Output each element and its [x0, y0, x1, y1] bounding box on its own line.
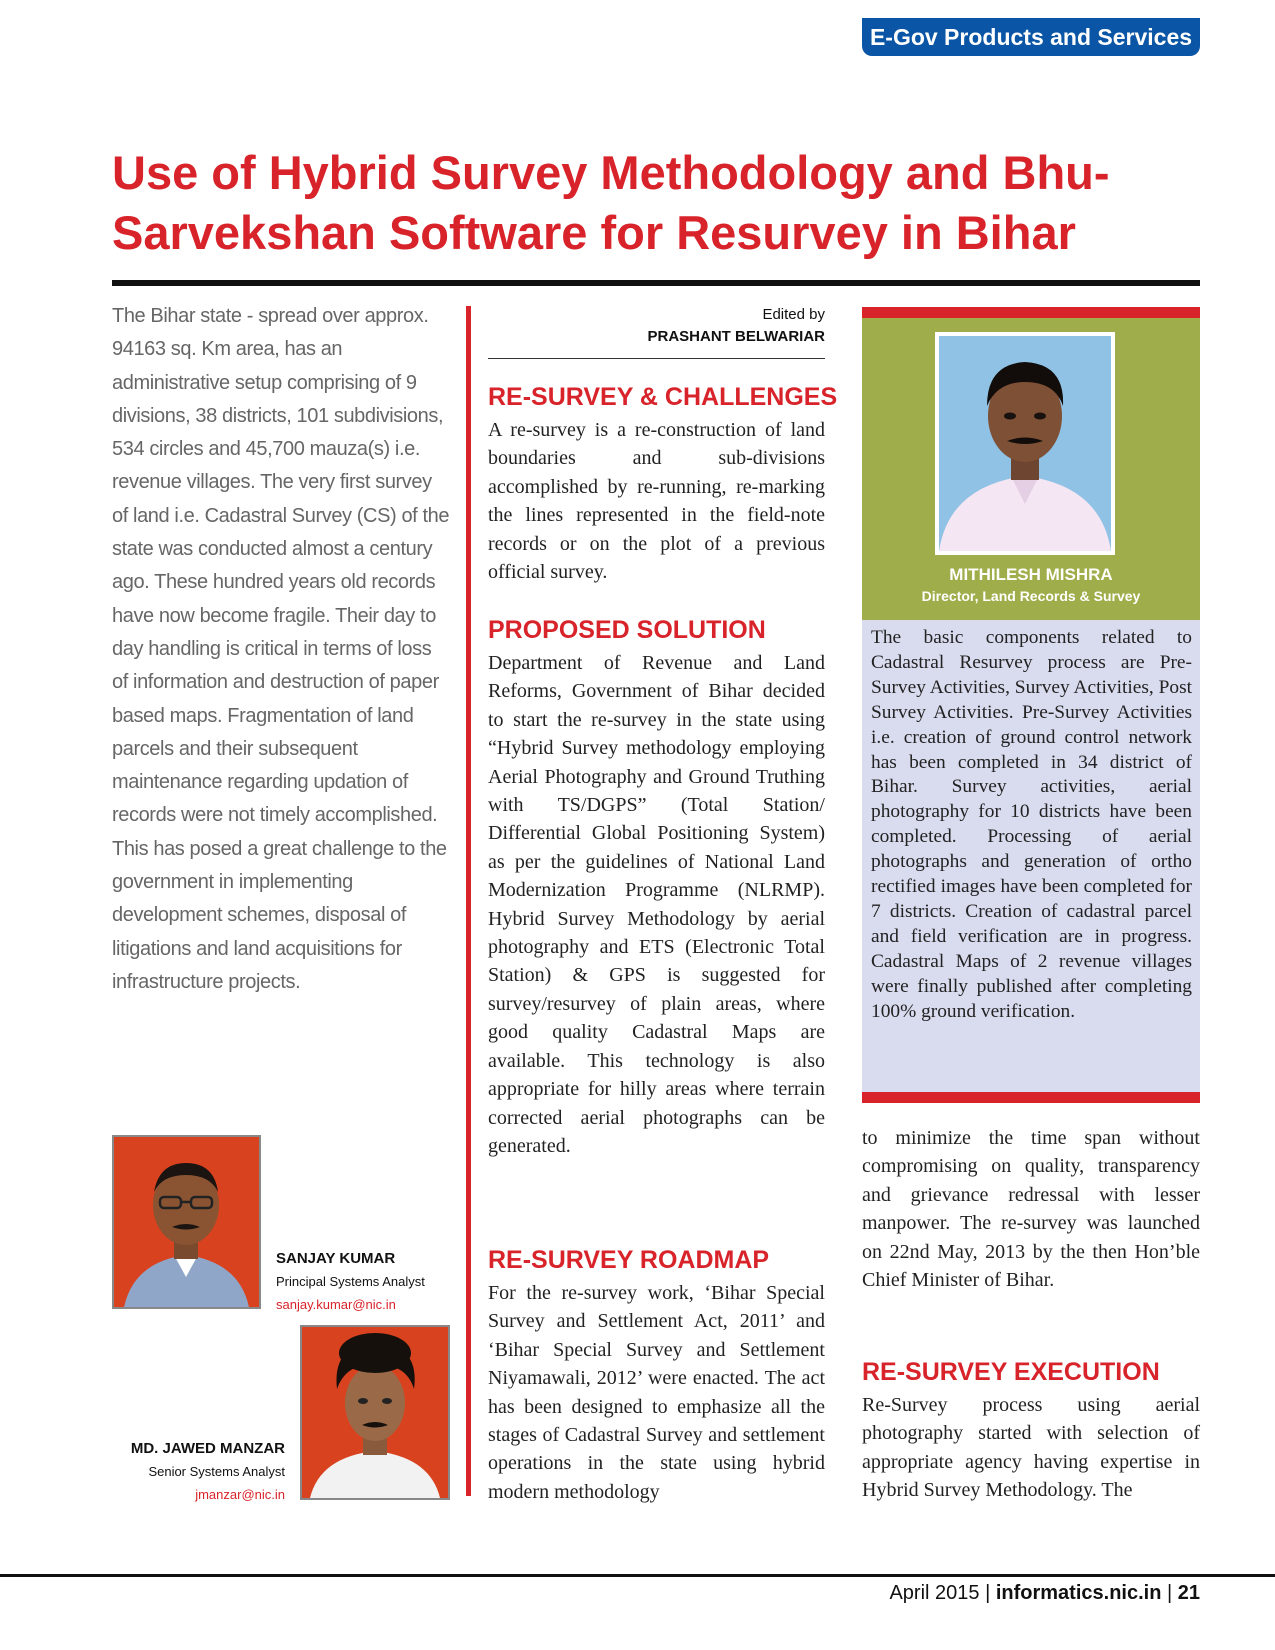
section-heading-solution: PROPOSED SOLUTION	[488, 616, 766, 644]
footer-site-link[interactable]: informatics.nic.in	[995, 1582, 1162, 1604]
column-divider	[466, 306, 471, 1496]
sidebar-bottom-bar	[862, 1092, 1200, 1103]
section-body-execution: Re-Survey process using aerial photography started with selection of appropriate agency having expertise in Hybrid Survey Methodology. The	[862, 1394, 1200, 1502]
section-heading-challenges: RE-SURVEY & CHALLENGES	[488, 383, 838, 411]
profile-name: MITHILESH MISHRA	[949, 565, 1113, 584]
editor-divider	[488, 358, 825, 359]
page-number: 21	[1177, 1582, 1200, 1604]
title-divider	[112, 280, 1200, 286]
article-title	[112, 143, 1212, 263]
editor-name: PRASHANT BELWARIAR	[647, 328, 825, 345]
page-footer: April 2015 | informatics.nic.in | 21	[889, 1582, 1200, 1604]
section-body-challenges: A re-survey is a re-construction of land boundaries and sub-divisions accomplished by re-running, re-marking the lines represented in the field-note records or on the plot of a previous official survey.	[488, 419, 825, 584]
title-line-1: Use of Hybrid Survey Methodology and Bhu-	[112, 146, 1110, 199]
author-name: MD. JAWED MANZAR	[130, 1440, 285, 1457]
author-email-link[interactable]: sanjay.kumar@nic.in	[276, 1297, 396, 1312]
profile-photo	[935, 332, 1115, 555]
sidebar-top-bar	[862, 307, 1200, 318]
section-heading-execution: RE-SURVEY EXECUTION	[862, 1358, 1160, 1386]
author-photo-sanjay-kumar	[112, 1135, 261, 1309]
section-body-roadmap: For the re-survey work, ‘Bihar Special Survey and Settlement Act, 2011’ and ‘Bihar Special Survey and Settlement Niyamawali, 2012’ were enacted. The act has been designed to emphasize all the stages of Cadastral Survey and settlement operations in the state using hybrid modern methodology	[488, 1282, 825, 1503]
author-email-link[interactable]: jmanzar@nic.in	[195, 1487, 285, 1502]
author-photo-jawed-manzar	[300, 1325, 450, 1500]
author-name: SANJAY KUMAR	[276, 1250, 396, 1267]
title-line-2: Sarvekshan Software for Resurvey in Bihar	[112, 206, 1076, 259]
info-box-text: The basic components related to Cadastral Resurvey process are Pre-Survey Activities, Survey Activities, Post Survey Activities. Pre-Survey Activities i.e. creation of ground control network has been completed in 34 district of Bihar. Survey activities, aerial photography for 10 districts have been completed. Processing of aerial photographs and generation of ortho rectified images have been completed for 7 districts. Creation of cadastral parcel and field verification are in progress. Cadastral Maps of 2 revenue villages were finally published after completing 100% ground verification.	[871, 627, 1193, 1022]
intro-text: The Bihar state - spread over approx. 94163 sq. Km area, has an administrative setup comprising of 9 divisions, 38 districts, 101 subdivisions, 534 circles and 45,700 mauza(s) i.e. revenue villages. The very first survey of land i.e. Cadastral Survey (CS) of the state was conducted almost a century ago. These hundred years old records have now become fragile. Their day to day handling is critical in terms of loss of information and destruction of paper based maps. Fragmentation of land parcels and their subsequent maintenance regarding updation of records were not timely accomplished. This has posed a great challenge to the government in implementing development schemes, disposal of litigations and land acquisitions for infrastructure projects.	[112, 305, 450, 993]
editor-label: Edited by	[762, 306, 825, 323]
profile-role: Director, Land Records & Survey	[921, 588, 1141, 604]
footer-divider	[0, 1574, 1275, 1577]
author-role: Principal Systems Analyst	[276, 1274, 425, 1289]
section-body-roadmap-continued: to minimize the time span without compromising on quality, transparency and grievance redressal with lesser manpower. The re-survey was launched on 22nd May, 2013 by the then Hon’ble Chief Minister of Bihar.	[862, 1127, 1200, 1292]
section-heading-roadmap: RE-SURVEY ROADMAP	[488, 1246, 770, 1274]
footer-date: April 2015	[889, 1582, 980, 1604]
editor-credit	[488, 304, 825, 348]
section-tag: E-Gov Products and Services	[862, 18, 1200, 56]
author-role: Senior Systems Analyst	[148, 1464, 285, 1479]
section-body-solution: Department of Revenue and Land Reforms, Government of Bihar decided to start the re-survey in the state using “Hybrid Survey methodology employing Aerial Photography and Ground Truthing with TS/DGPS” (Total Station/ Differential Global Positioning System) as per the guidelines of National Land Modernization Programme (NLRMP). Hybrid Survey Methodology by aerial photography and ETS (Electronic Total Station) & GPS is suggested for survey/resurvey of plain areas, where good quality Cadastral Maps are available. This technology is also appropriate for hilly areas where terrain corrected aerial photographs can be generated.	[488, 652, 825, 1157]
